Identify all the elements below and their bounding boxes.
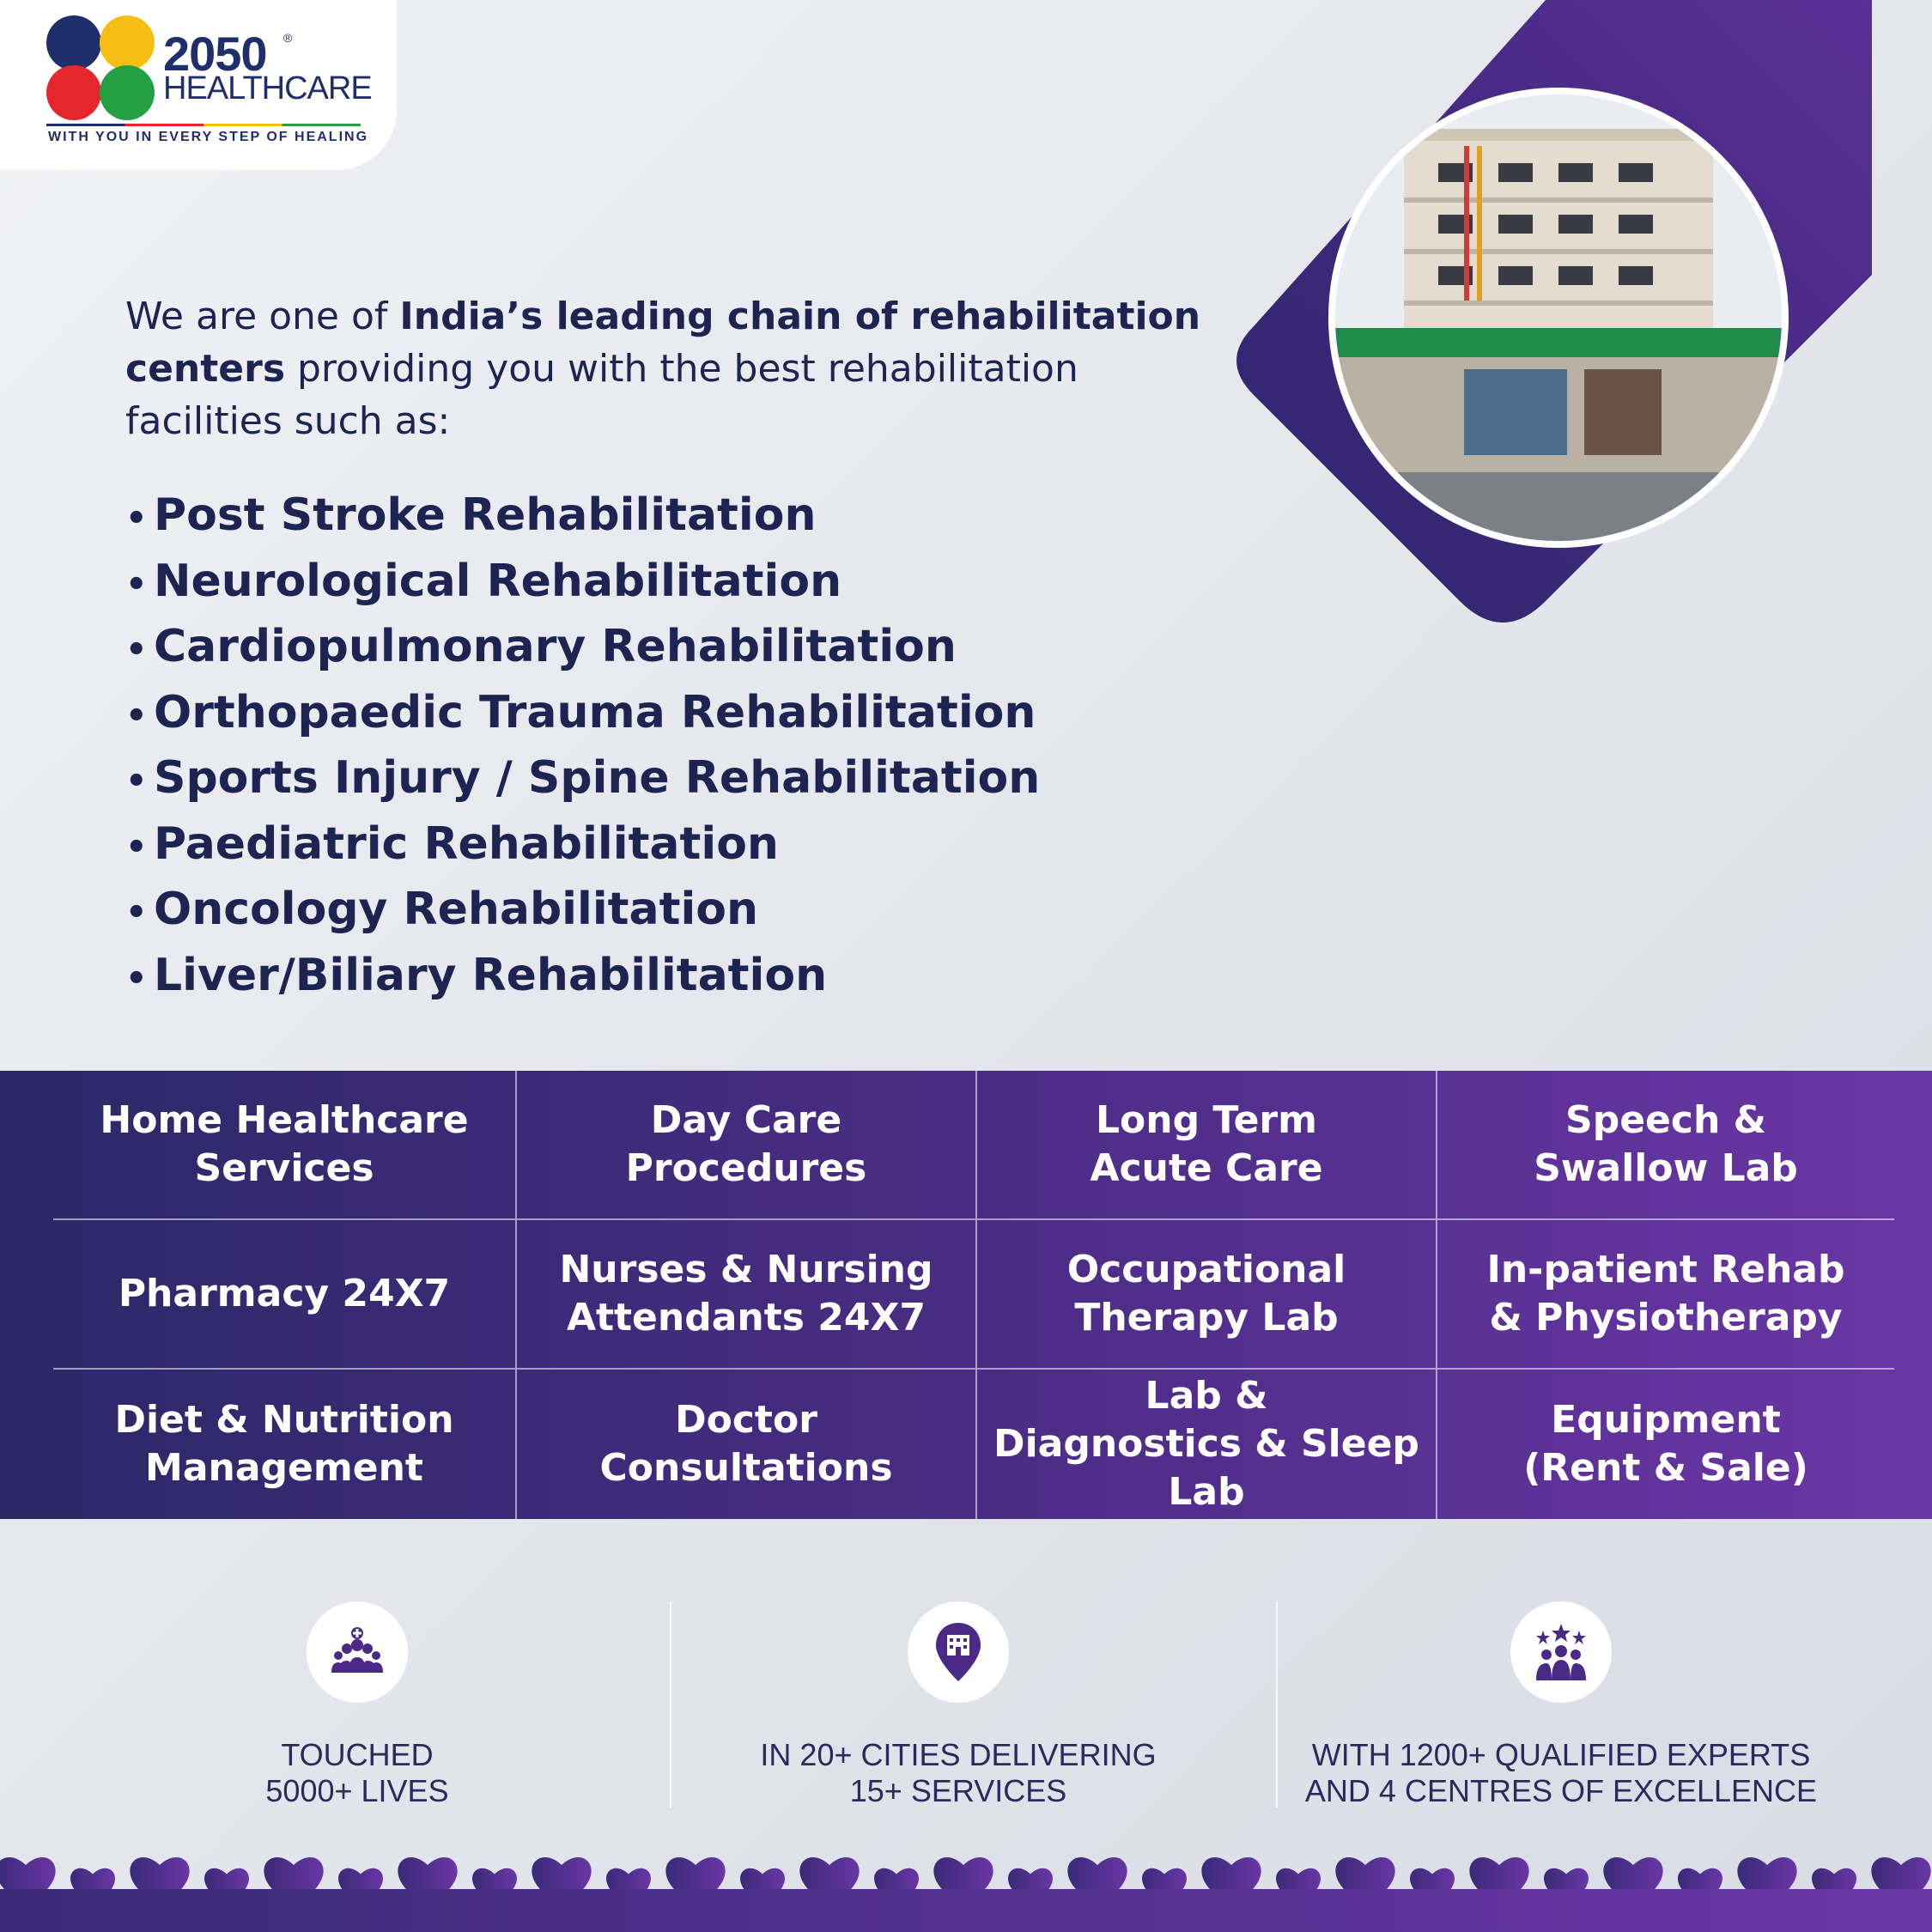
logo-name: HEALTHCARE (163, 70, 372, 106)
stat-experts (1286, 1601, 1836, 1809)
stat-caption: IN 20+ CITIES DELIVERING 15+ SERVICES (760, 1737, 1157, 1808)
services-panel (0, 1071, 1932, 1519)
logo-dots-icon (46, 15, 158, 122)
service-cell: Home Healthcare Services (53, 1071, 517, 1220)
registered-mark: ® (283, 31, 293, 45)
hospital-location-icon (908, 1601, 1009, 1703)
service-cell: Long Term Acute Care (977, 1071, 1437, 1220)
experts-stars-icon (1510, 1601, 1612, 1703)
hearts-border (0, 1829, 1932, 1932)
service-cell: Speech & Swallow Lab (1437, 1071, 1894, 1220)
people-medical-icon (307, 1601, 408, 1703)
service-cell: Occupational Therapy Lab (977, 1220, 1437, 1370)
stat-caption: TOUCHED 5000+ LIVES (265, 1737, 449, 1808)
logo-divider (46, 124, 361, 126)
brand-logo (0, 0, 397, 170)
list-item: • Oncology Rehabilitation (125, 884, 759, 935)
list-item: • Sports Injury / Spine Rehabilitation (125, 752, 1041, 804)
stat-divider (670, 1601, 671, 1807)
stat-caption: WITH 1200+ QUALIFIED EXPERTS AND 4 CENTRES OF EXCELLENCE (1304, 1737, 1818, 1808)
logo-number: 2050 (163, 27, 267, 81)
list-item: • Paediatric Rehabilitation (125, 817, 779, 870)
service-cell: Pharmacy 24X7 (53, 1220, 517, 1370)
list-item: • Orthopaedic Trauma Rehabilitation (125, 686, 1036, 738)
service-cell: Lab & Diagnostics & Sleep Lab (977, 1370, 1437, 1519)
list-item: • Liver/Biliary Rehabilitation (125, 949, 828, 1001)
intro-text: We are one of India’s leading chain of rehabilitation centers providing you with the best rehabilitation facilities such as: (125, 295, 1201, 443)
services-grid (53, 1071, 1894, 1519)
stat-divider (1276, 1601, 1278, 1807)
service-cell: Equipment (Rent & Sale) (1523, 1398, 1808, 1490)
service-cell: Day Care Procedures (517, 1071, 977, 1220)
stat-cities (683, 1601, 1233, 1809)
hospital-building-photo (1328, 88, 1789, 548)
stat-lives (82, 1601, 632, 1809)
rehabilitation-list (125, 483, 1040, 1008)
service-cell: Diet & Nutrition Management (53, 1370, 517, 1519)
service-cell: Doctor Consultations (517, 1370, 977, 1519)
list-item: • Cardiopulmonary Rehabilitation (125, 621, 957, 672)
list-item: • Post Stroke Rehabilitation (125, 489, 817, 541)
service-cell: In-patient Rehab & Physiotherapy (1437, 1220, 1894, 1370)
logo-tagline: WITH YOU IN EVERY STEP OF HEALING (48, 130, 369, 144)
list-item: • Neurological Rehabilitation (125, 555, 842, 607)
service-cell: Nurses & Nursing Attendants 24X7 (517, 1220, 977, 1370)
